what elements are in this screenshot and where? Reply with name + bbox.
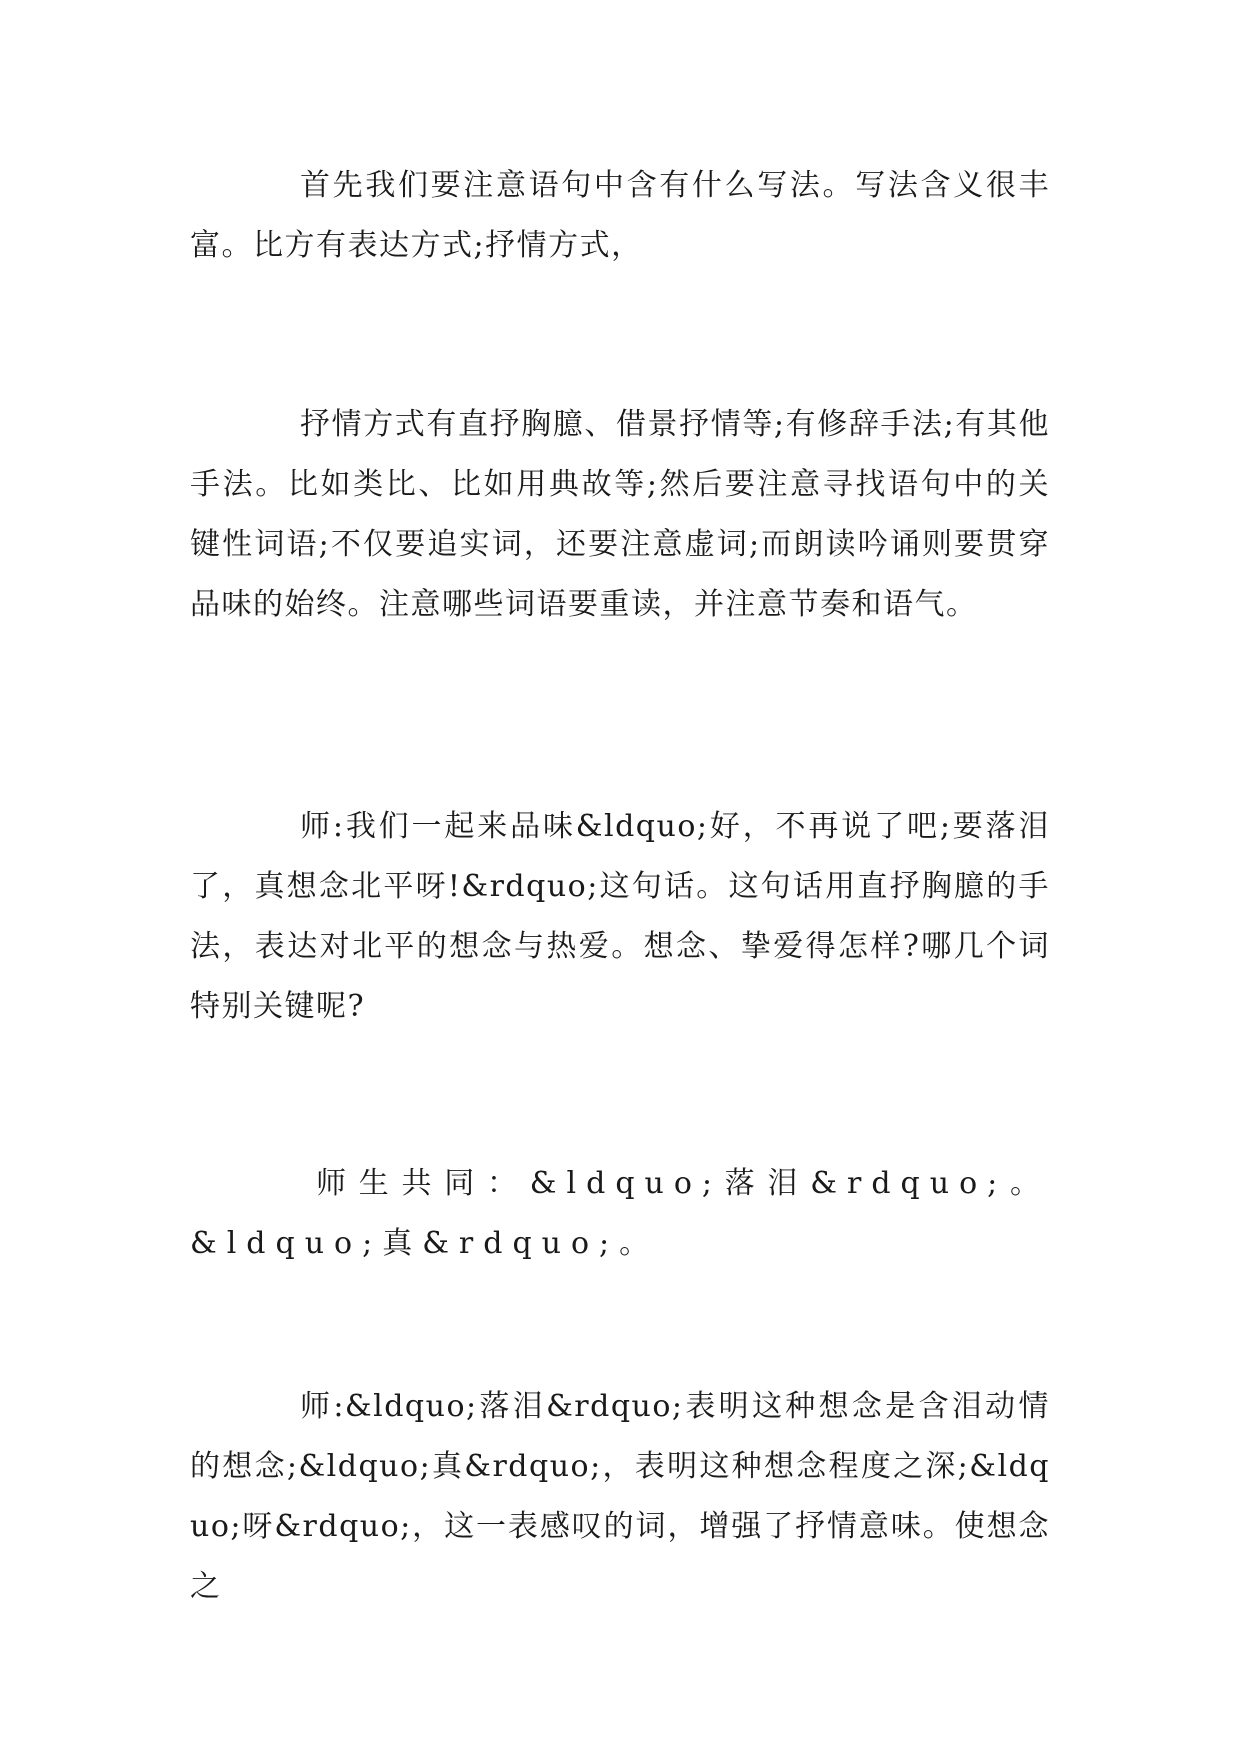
paragraph-writing-methods: 首先我们要注意语句中含有什么写法。写法含义很丰富。比方有表达方式;抒情方式， [190, 168, 1050, 263]
paragraph-teacher-question: 师:我们一起来品味&ldquo;好，不再说了吧;要落泪了，真想念北平呀!&rdquo;这句话。这句话用直抒胸臆的手法，表达对北平的想念与热爱。想念、挚爱得怎样?哪几个词特别关键呢? [190, 809, 1050, 1024]
paragraph-lyrical-methods: 抒情方式有直抒胸臆、借景抒情等;有修辞手法;有其他手法。比如类比、比如用典故等;然后要注意寻找语句中的关键性词语;不仅要追实词，还要注意虚词;而朗读吟诵则要贯穿品味的始终。注意哪些词语要重读，并注意节奏和语气。 [190, 407, 1050, 622]
paragraph-teacher-student-answer: 师生共同：&ldquo;落泪&rdquo;。&ldquo;真&rdquo;。 [190, 1166, 1050, 1261]
paragraph-teacher-explanation: 师:&ldquo;落泪&rdquo;表明这种想念是含泪动情的想念;&ldquo;真&rdquo;，表明这种想念程度之深;&ldquo;呀&rdquo;，这一表感叹的词，增强了抒情意味。使想念之 [190, 1389, 1050, 1604]
